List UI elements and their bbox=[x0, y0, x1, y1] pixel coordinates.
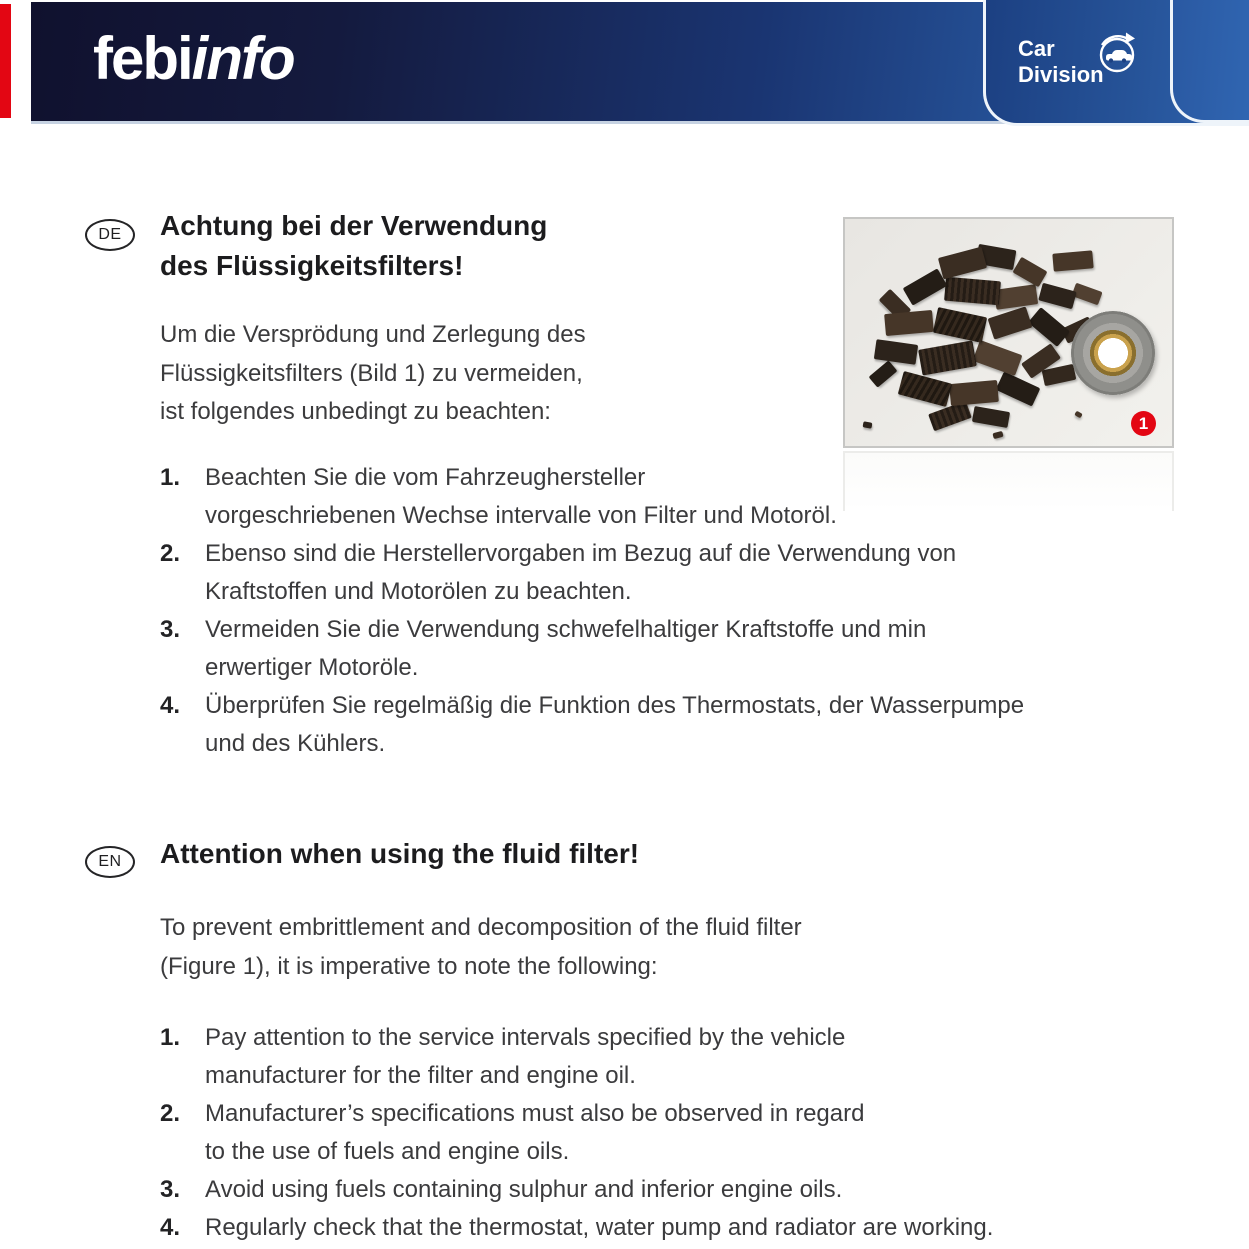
de-heading-line1: Achtung bei der Verwendung bbox=[160, 210, 548, 241]
list-line: vorgeschriebenen Wechse intervalle von Filter und Motoröl. bbox=[205, 502, 837, 529]
list-number: 2. bbox=[160, 540, 181, 567]
de-heading-line2: des Flüssigkeitsfilters! bbox=[160, 250, 464, 281]
filter-fragment bbox=[933, 307, 987, 343]
filter-fragment bbox=[903, 268, 948, 305]
de-intro-line: Um die Versprödung und Zerlegung des bbox=[160, 321, 586, 348]
list-item bbox=[160, 535, 1024, 611]
filter-fragment bbox=[1028, 307, 1070, 347]
list-number: 1. bbox=[160, 464, 181, 491]
figure-1-frame bbox=[843, 217, 1174, 448]
filter-fragment bbox=[944, 277, 1001, 306]
filter-fragment bbox=[988, 306, 1033, 339]
brand-red-stripe bbox=[0, 4, 11, 118]
list-line: Pay attention to the service intervals specified by the vehicle bbox=[205, 1024, 846, 1051]
filter-fragment bbox=[928, 401, 972, 432]
list-number: 3. bbox=[160, 1176, 181, 1203]
list-number: 3. bbox=[160, 616, 181, 643]
tab-corner-curve bbox=[1170, 0, 1249, 123]
list-item bbox=[160, 611, 1024, 687]
filter-fragment bbox=[874, 339, 918, 365]
list-item bbox=[160, 1095, 993, 1171]
filter-fragment bbox=[1038, 283, 1076, 309]
division-line2: Division bbox=[1018, 62, 1104, 87]
list-item bbox=[160, 1209, 994, 1247]
list-item bbox=[160, 459, 1024, 535]
broken-filter-photo bbox=[845, 219, 1172, 446]
filter-fragment bbox=[938, 247, 987, 280]
en-heading-line1: Attention when using the fluid filter! bbox=[160, 838, 640, 869]
lang-badge-de bbox=[85, 219, 135, 251]
en-intro-line: To prevent embrittlement and decomposition of the fluid filter bbox=[160, 914, 802, 941]
list-line: Avoid using fuels containing sulphur and inferior engine oils. bbox=[205, 1176, 843, 1203]
logo-info: info bbox=[191, 25, 294, 92]
list-item bbox=[160, 1019, 993, 1095]
en-intro bbox=[160, 909, 802, 986]
list-line: to the use of fuels and engine oils. bbox=[205, 1138, 570, 1165]
list-item bbox=[160, 687, 1025, 763]
filter-fragment bbox=[973, 340, 1023, 376]
list-line: Regularly check that the thermostat, water pump and radiator are working. bbox=[205, 1214, 994, 1241]
lang-badge-de-label: DE bbox=[98, 226, 122, 243]
filter-fragment bbox=[863, 421, 873, 428]
logo-febi: febi bbox=[93, 25, 192, 92]
en-heading bbox=[160, 834, 639, 874]
list-line: Vermeiden Sie die Verwendung schwefelhaltiger Kraftstoffe und min bbox=[205, 616, 927, 643]
figure-1-badge: 1 bbox=[1131, 411, 1156, 436]
list-item bbox=[160, 1171, 993, 1209]
list-line: Kraftstoffen und Motorölen zu beachten. bbox=[205, 578, 632, 605]
filter-fragment bbox=[918, 340, 977, 375]
car-circle-arrow-icon bbox=[1094, 30, 1140, 76]
filter-fragment bbox=[949, 380, 999, 406]
list-line: Beachten Sie die vom Fahrzeughersteller bbox=[205, 464, 646, 491]
filter-ring bbox=[1071, 311, 1155, 395]
en-list bbox=[160, 1019, 994, 1247]
list-line: Überprüfen Sie regelmäßig die Funktion des Thermostats, der Wasserpumpe bbox=[205, 692, 1025, 719]
en-intro-line: (Figure 1), it is imperative to note the following: bbox=[160, 952, 658, 980]
filter-fragment bbox=[1074, 411, 1083, 419]
list-line: Ebenso sind die Herstellervorgaben im Bezug auf die Verwendung von bbox=[205, 540, 957, 567]
de-intro-line: Flüssigkeitsfilters (Bild 1) zu vermeiden, bbox=[160, 359, 583, 387]
de-intro-line: ist folgendes unbedingt zu beachten: bbox=[160, 398, 551, 425]
list-line: Manufacturer’s specifications must also be observed in regard bbox=[205, 1100, 865, 1127]
list-number: 4. bbox=[160, 1214, 181, 1241]
list-line: und des Kühlers. bbox=[205, 730, 386, 757]
car-division-label bbox=[1018, 36, 1104, 88]
list-line: erwertiger Motoröle. bbox=[205, 654, 419, 681]
car-division-tab bbox=[983, 0, 1249, 126]
list-number: 2. bbox=[160, 1100, 181, 1127]
filter-fragment bbox=[1052, 250, 1093, 271]
filter-fragment bbox=[898, 371, 953, 407]
de-heading bbox=[160, 206, 547, 286]
filter-fragment bbox=[992, 431, 1003, 439]
filter-fragment bbox=[994, 284, 1038, 310]
filter-fragment bbox=[869, 360, 898, 387]
list-line: manufacturer for the filter and engine oil. bbox=[205, 1062, 636, 1089]
de-list bbox=[160, 459, 1025, 763]
lang-badge-en-label: EN bbox=[98, 853, 122, 870]
filter-fragment bbox=[884, 310, 934, 336]
brand-logo bbox=[93, 24, 294, 93]
de-intro bbox=[160, 316, 586, 432]
list-number: 4. bbox=[160, 692, 181, 719]
list-number: 1. bbox=[160, 1024, 181, 1051]
filter-fragment bbox=[972, 406, 1010, 428]
lang-badge-en bbox=[85, 846, 135, 878]
division-line1: Car bbox=[1018, 36, 1055, 61]
